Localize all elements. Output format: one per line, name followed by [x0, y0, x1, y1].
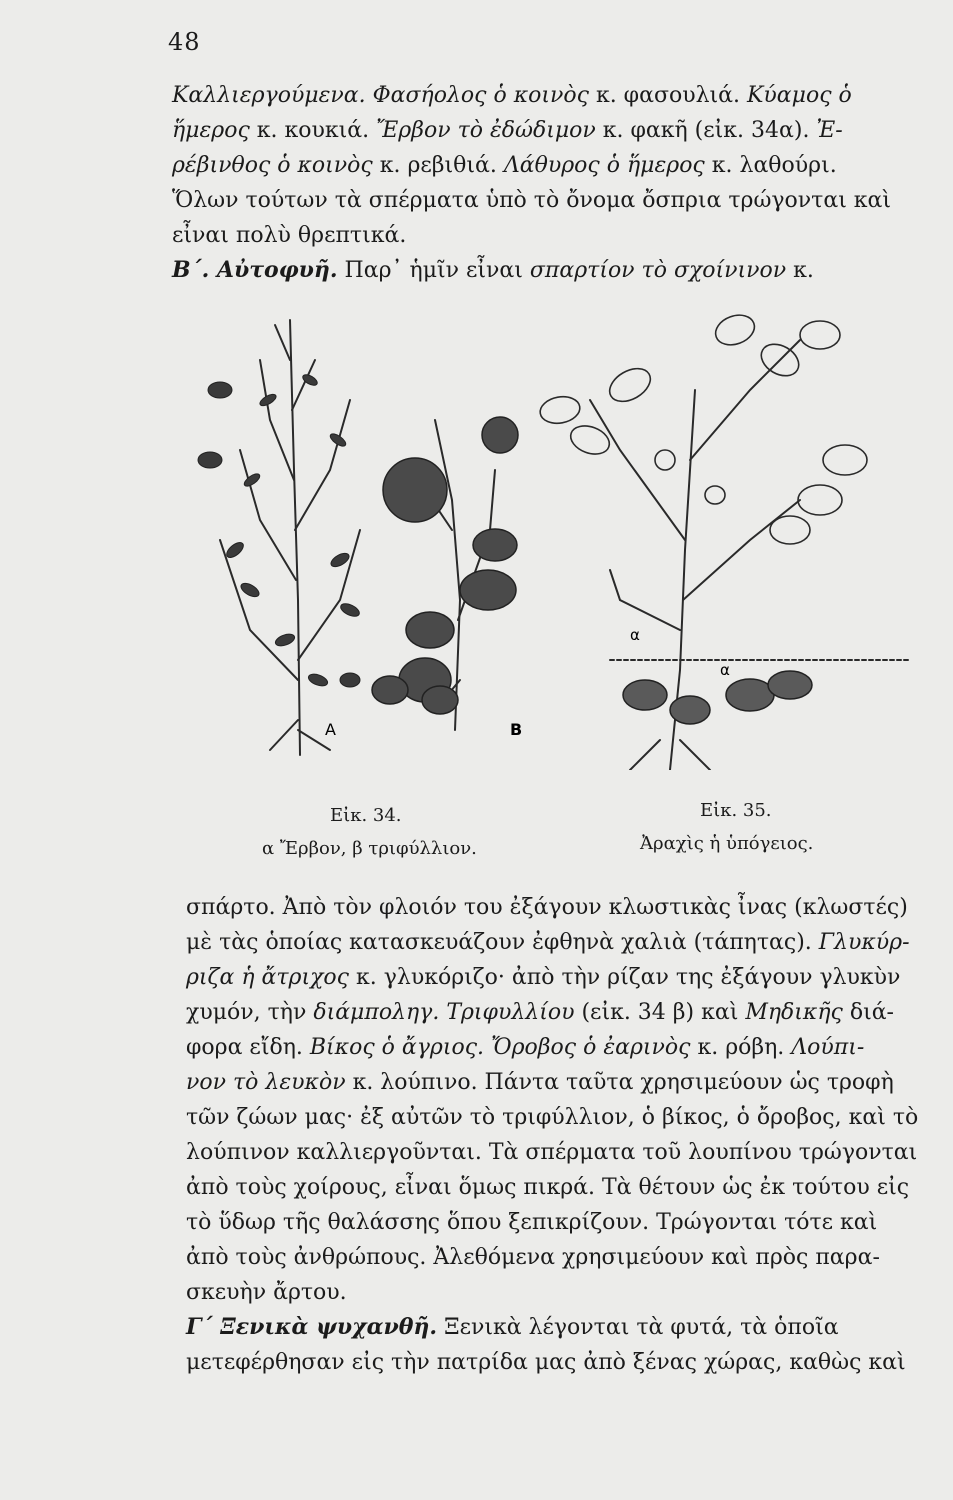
- text-line: [186, 1275, 926, 1310]
- text-segment: κ. φακῆ (εἰκ. 34α).: [595, 118, 817, 143]
- fig35-caption-text: Ἀραχὶς ἡ ὑπόγειος.: [640, 833, 814, 854]
- text-line: [172, 218, 912, 253]
- body-paragraph: [186, 890, 926, 1380]
- text-line: [186, 1100, 926, 1135]
- text-segment: ἀπὸ τοὺς ἀνθρώπους. Ἀλεθόμενα χρησιμεύουν καὶ πρὸς παρα-: [186, 1245, 880, 1270]
- text-segment: σπαρτίον τὸ σχοίνινον: [529, 258, 787, 283]
- text-segment: ριζα ἡ ἄτριχος: [186, 965, 349, 990]
- text-segment: Γλυκύρ-: [818, 930, 910, 955]
- text-segment: μὲ τὰς ὁποίας κατασκευάζουν ἐφθηνὰ χαλιὰ (τάπητας).: [186, 930, 819, 955]
- botanical-illustrations: [190, 300, 910, 770]
- text-segment: λούπινον καλλιεργοῦνται. Τὰ σπέρματα τοῦ λουπίνου τρώγονται: [186, 1140, 918, 1165]
- intro-paragraph: [172, 78, 912, 288]
- text-line: [186, 1240, 926, 1275]
- text-segment: Καλλιεργούμενα. Φασήολος ὁ κοινὸς: [172, 83, 589, 108]
- text-line: [186, 1135, 926, 1170]
- text-line: [172, 148, 912, 183]
- text-segment: Κύαμος ὁ: [747, 83, 852, 108]
- text-segment: κ. λαθούρι.: [704, 153, 837, 178]
- figure-area: [190, 300, 910, 770]
- text-segment: διάμποληγ. Τριφυλλίου: [313, 1000, 575, 1025]
- text-segment: Μηδικῆς: [745, 1000, 843, 1025]
- text-line: [172, 113, 912, 148]
- text-segment: Γ΄ Ξενικὰ ψυχανθῆ.: [186, 1314, 438, 1340]
- text-segment: Ἐ-: [816, 118, 843, 143]
- text-segment: νον τὸ λευκὸν: [186, 1070, 346, 1095]
- text-segment: ρέβινθος ὁ κοινὸς: [172, 153, 373, 178]
- text-segment: Λάθυρος ὁ ἥμερος: [503, 153, 705, 178]
- text-segment: κ. ρεβιθιά.: [372, 153, 504, 178]
- text-segment: Παρ᾽ ἡμῖν εἶναι: [337, 258, 530, 283]
- text-line: [186, 1065, 926, 1100]
- text-segment: κ. λούπινο. Πάντα ταῦτα χρησιμεύουν ὡς τροφὴ: [345, 1070, 894, 1095]
- text-segment: Ξενικὰ λέγονται τὰ φυτά, τὰ ὁποῖα: [437, 1315, 839, 1340]
- text-line: [186, 1310, 926, 1345]
- text-segment: ἥμερος: [172, 118, 250, 143]
- text-segment: Βίκος ὁ ἄγριος. Ὄροβος ὁ ἐαρινὸς: [309, 1035, 691, 1060]
- text-line: [186, 890, 926, 925]
- text-line: [186, 925, 926, 960]
- fig34-label-b: B: [510, 720, 523, 739]
- text-segment: τῶν ζώων μας· ἐξ αὐτῶν τὸ τριφύλλιον, ὁ βίκος, ὁ ὄροβος, καὶ τὸ: [186, 1105, 919, 1130]
- text-segment: Λούπι-: [791, 1035, 865, 1060]
- text-segment: Ἔρβον τὸ ἐδώδιμον: [376, 118, 596, 143]
- fig35-caption-title: Εἰκ. 35.: [700, 800, 772, 821]
- text-segment: εἶναι πολὺ θρεπτικά.: [172, 223, 407, 248]
- text-line: [172, 253, 912, 288]
- page-number: 48: [168, 28, 201, 56]
- text-line: [186, 1170, 926, 1205]
- text-line: [186, 1345, 926, 1380]
- text-segment: μετεφέρθησαν εἰς τὴν πατρίδα μας ἀπὸ ξένας χώρας, καθὼς καὶ: [186, 1350, 906, 1375]
- text-segment: σκευὴν ἄρτου.: [186, 1280, 347, 1305]
- text-line: [172, 183, 912, 218]
- text-segment: σπάρτο. Ἀπὸ τὸν φλοιόν του ἐξάγουν κλωστικὰς ἶνας (κλωστές): [186, 895, 908, 920]
- text-segment: ἀπὸ τοὺς χοίρους, εἶναι ὅμως πικρά. Τὰ θέτουν ὡς ἐκ τούτου εἰς: [186, 1175, 910, 1200]
- text-segment: χυμόν, τὴν: [186, 1000, 314, 1025]
- text-segment: Β΄. Αὐτοφυῆ.: [172, 257, 338, 283]
- text-segment: τὸ ὕδωρ τῆς θαλάσσης ὅπου ξεπικρίζουν. Τρώγονται τότε καὶ: [186, 1210, 878, 1235]
- fig35-label-a2: α: [720, 661, 730, 679]
- fig34-label-a: A: [325, 720, 336, 739]
- text-line: [186, 995, 926, 1030]
- fig35-label-a1: α: [630, 626, 640, 644]
- text-segment: φορα εἴδη.: [186, 1035, 310, 1060]
- text-segment: κ. γλυκόριζο· ἀπὸ τὴν ρίζαν της ἐξάγουν γλυκὺν: [349, 965, 901, 990]
- text-segment: κ. ρόβη.: [690, 1035, 792, 1060]
- text-line: [186, 1205, 926, 1240]
- text-segment: κ. κουκιά.: [249, 118, 377, 143]
- text-line: [186, 1030, 926, 1065]
- text-segment: (εἰκ. 34 β) καὶ: [574, 1000, 746, 1025]
- text-segment: διά-: [842, 1000, 894, 1025]
- lentil-plant-illustration: [220, 320, 360, 755]
- text-segment: Ὅλων τούτων τὰ σπέρματα ὑπὸ τὸ ὄνομα ὄσπρια τρώγονται καὶ: [172, 188, 892, 213]
- text-segment: κ. φασουλιά.: [588, 83, 747, 108]
- text-line: [186, 960, 926, 995]
- fig34-caption-text: α Ἔρβον, β τριφύλλιον.: [262, 838, 477, 859]
- fig34-caption-title: Εἰκ. 34.: [330, 805, 402, 826]
- text-line: [172, 78, 912, 113]
- text-segment: κ.: [786, 258, 814, 283]
